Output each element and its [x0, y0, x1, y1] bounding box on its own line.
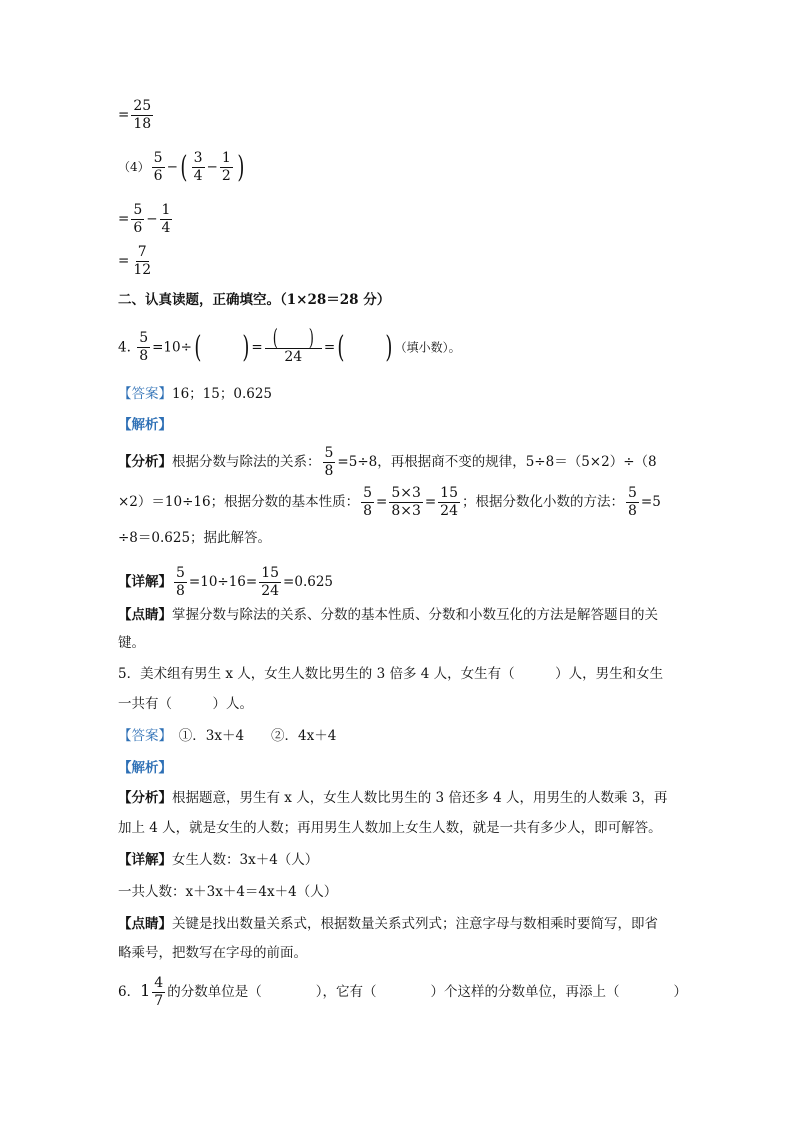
fraction: $\frac{25}{18}$ — [133, 98, 152, 132]
q4-xiangjie: 【详解】 $\frac{5}{8}$ =10÷16= $\frac{15}{24}$ =0.625 — [118, 565, 334, 599]
q5-dianjing-1: 【点睛】关键是找出数量关系式，根据数量关系式列式；注意字母与数相乘时要简写，即省 — [118, 916, 658, 932]
q4-fenxi-3: ÷8＝0.625；据此解答。 — [118, 530, 272, 546]
q6-line-1: 6．1 $\frac{4}{7}$ 的分数单位是（ ），它有（ ）个这样的分数单位，再添上（ ） — [118, 975, 687, 1009]
intro-line-4: = $\frac{7}{12}$ — [118, 244, 152, 278]
intro-line-1: = $\frac{25}{18}$ — [118, 98, 152, 132]
q4-question: 4. $\frac{5}{8}$ =10÷( ) = $\frac{( )}{24}$ =( ) （填小数）。 — [118, 326, 461, 365]
q5-answer: 【答案】 ①．3x＋4 ②．4x＋4 — [118, 728, 337, 744]
intro-line-3: = $\frac{5}{6}$ − $\frac{1}{4}$ — [118, 202, 171, 236]
q4-dianjing-1: 【点睛】掌握分数与除法的关系、分数的基本性质、分数和小数互化的方法是解答题目的关 — [118, 607, 658, 623]
q4-fenxi-2: ×2）＝10÷16；根据分数的基本性质： $\frac{5}{8}$ = $\frac{5\times 3}{8\times 3}$ = $\frac{15}{24}$ ；根据分数化小数的方法： $\frac{5}{8}$ =5 — [118, 485, 661, 519]
q5-analysis-label: 【解析】 — [118, 760, 172, 776]
q4-analysis-label: 【解析】 — [118, 417, 172, 433]
section-title: 二、认真读题，正确填空。（1×28＝28 分） — [118, 292, 391, 308]
q4-dianjing-2: 键。 — [118, 635, 145, 651]
q4-answer: 【答案】16；15；0.625 — [118, 386, 273, 402]
q5-xiangjie-1: 【详解】女生人数：3x＋4（人） — [118, 852, 319, 868]
q4-fenxi-1: 【分析】根据分数与除法的关系： $\frac{5}{8}$ =5÷8，再根据商不变的规律，5÷8＝（5×2）÷（8 — [118, 445, 657, 479]
intro-line-2: （4） $\frac{5}{6}$ −( $\frac{3}{4}$ − $\frac{1}{2}$ ) — [118, 149, 245, 185]
q5-line-1: 5．美术组有男生 x 人，女生人数比男生的 3 倍多 4 人，女生有（ ）人，男生和女生 — [118, 666, 664, 682]
q5-line-2: 一共有（ ）人。 — [118, 696, 253, 712]
q5-fenxi-1: 【分析】根据题意，男生有 x 人，女生人数比男生的 3 倍还多 4 人，用男生的人数乘 3，再 — [118, 790, 668, 806]
q5-dianjing-2: 略乘号，把数写在字母的前面。 — [118, 945, 307, 961]
q5-fenxi-2: 加上 4 人，就是女生的人数；再用男生人数加上女生人数，就是一共有多少人，即可解答。 — [118, 820, 662, 836]
q5-xiangjie-2: 一共人数：x＋3x＋4＝4x＋4（人） — [118, 884, 338, 900]
